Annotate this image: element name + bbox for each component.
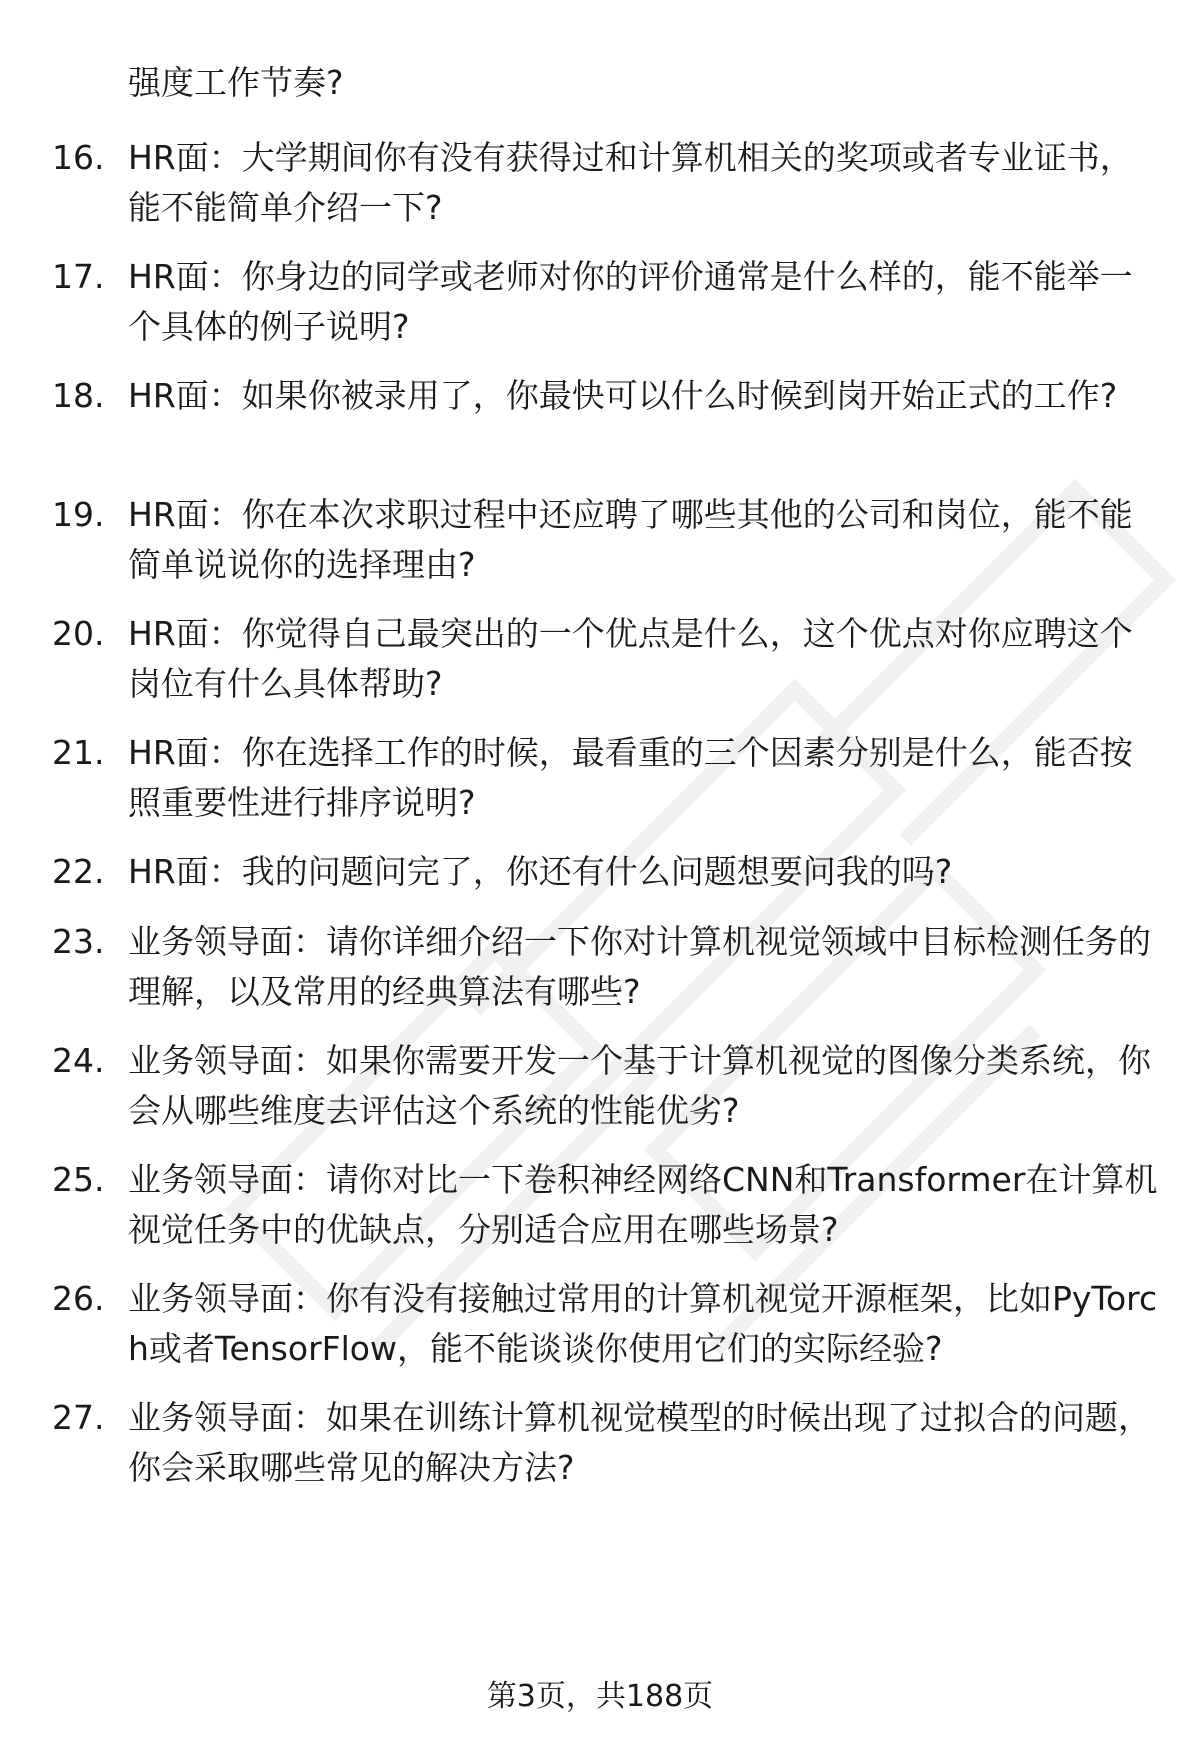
- question-number: 25.: [52, 1160, 105, 1199]
- question-number: 22.: [52, 852, 105, 891]
- question-text: 业务领导面：如果你需要开发一个基于计算机视觉的图像分类系统，你会从哪些维度去评估这个系统的性能优劣?: [128, 1041, 1151, 1130]
- question-number: 17.: [52, 257, 105, 296]
- question-text: 业务领导面：你有没有接触过常用的计算机视觉开源框架，比如PyTorch或者TensorFlow，能不能谈谈你使用它们的实际经验?: [128, 1279, 1158, 1368]
- question-text: 业务领导面：如果在训练计算机视觉模型的时候出现了过拟合的问题，你会采取哪些常见的解决方法?: [128, 1398, 1151, 1487]
- question-number: 24.: [52, 1041, 105, 1080]
- question-number: 23.: [52, 922, 105, 961]
- page-footer: 第3页，共188页: [486, 1679, 714, 1714]
- question-text: HR面：大学期间你有没有获得过和计算机相关的奖项或者专业证书，能不能简单介绍一下?: [128, 138, 1133, 227]
- question-number: 19.: [52, 495, 105, 534]
- question-text: HR面：我的问题问完了，你还有什么问题想要问我的吗?: [128, 852, 953, 891]
- question-number: 26.: [52, 1279, 105, 1318]
- question-text: HR面：如果你被录用了，你最快可以什么时候到岗开始正式的工作?: [128, 376, 1118, 415]
- question-text: HR面：你觉得自己最突出的一个优点是什么，这个优点对你应聘这个岗位有什么具体帮助?: [128, 614, 1133, 703]
- question-number: 21.: [52, 733, 105, 772]
- question-number: 18.: [52, 376, 105, 415]
- question-text: 业务领导面：请你对比一下卷积神经网络CNN和Transformer在计算机视觉任务中的优缺点，分别适合应用在哪些场景?: [128, 1160, 1158, 1249]
- continuation-text: 强度工作节奏?: [128, 63, 344, 102]
- question-number: 16.: [52, 138, 105, 177]
- question-number: 20.: [52, 614, 105, 653]
- question-text: 业务领导面：请你详细介绍一下你对计算机视觉领域中目标检测任务的理解，以及常用的经典算法有哪些?: [128, 922, 1151, 1011]
- question-text: HR面：你在选择工作的时候，最看重的三个因素分别是什么，能否按照重要性进行排序说明?: [128, 733, 1133, 822]
- question-number: 27.: [52, 1398, 105, 1437]
- question-text: HR面：你在本次求职过程中还应聘了哪些其他的公司和岗位，能不能简单说说你的选择理由?: [128, 495, 1133, 584]
- question-text: HR面：你身边的同学或老师对你的评价通常是什么样的，能不能举一个具体的例子说明?: [128, 257, 1133, 346]
